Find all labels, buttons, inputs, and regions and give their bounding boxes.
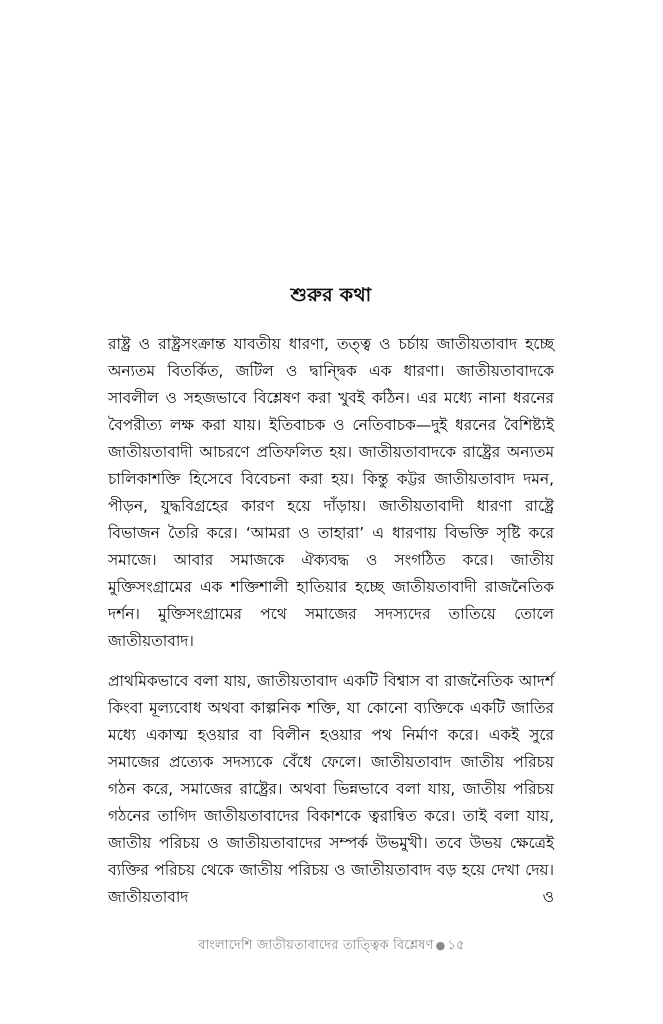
footer-page-number: ১৫	[447, 938, 465, 953]
page-footer	[0, 936, 663, 957]
paragraph-2: প্রাথমিকভাবে বলা যায়, জাতীয়তাবাদ একটি বিশ্বাস বা রাজনৈতিক আদর্শ কিংবা মূল্যবোধ অথবা কাল্পনিক শক্তি, যা কোনো ব্যক্তিকে একটি জাতির মধ্যে একাত্ম হওয়ার বা বিলীন হওয়ার পথ নির্মাণ করে। একই সুরে সমাজের প্রত্যেক সদস্যকে বেঁধে ফেলে। জাতীয়তাবাদ জাতীয় পরিচয় গঠন করে, সমাজের রাষ্ট্রের। অথবা ভিন্নভাবে বলা যায়, জাতীয় পরিচয় গঠনের তাগিদ জাতীয়তাবাদের বিকাশকে ত্বরান্বিত করে। তাই বলা যায়, জাতীয় পরিচয় ও জাতীয়তাবাদের সম্পর্ক উভমুখী। তবে উভয় ক্ষেত্রেই ব্যক্তির পরিচয় থেকে জাতীয় পরিচয় ও জাতীয়তাবাদ বড় হয়ে দেখা দেয়। জাতীয়তাবাদ ও	[108, 671, 554, 906]
chapter-heading: শুরুর কথা	[290, 284, 372, 306]
page-content	[108, 0, 554, 911]
body-text	[108, 331, 554, 911]
footer-separator-dot: ●	[435, 939, 446, 952]
footer-running-title: বাংলাদেশি জাতীয়তাবাদের তাত্ত্বিক বিশ্লেষণ	[198, 938, 434, 953]
paragraph-1: রাষ্ট্র ও রাষ্ট্রসংক্রান্ত যাবতীয় ধারণা, তত্ত্ব ও চর্চায় জাতীয়তাবাদ হচ্ছে অন্যতম বিতর্কিত, জটিল ও দ্বান্দ্বিক এক ধারণা। জাতীয়তাবাদকে সাবলীল ও সহজভাবে বিশ্লেষণ করা খুবই কঠিন। এর মধ্যে নানা ধরনের বৈপরীত্য লক্ষ করা যায়। ইতিবাচক ও নেতিবাচক—দুই ধরনের বৈশিষ্ট্যই জাতীয়তাবাদী আচরণে প্রতিফলিত হয়। জাতীয়তাবাদকে রাষ্ট্রের অন্যতম চালিকাশক্তি হিসেবে বিবেচনা করা হয়। কিন্তু কট্টর জাতীয়তাবাদ দমন, পীড়ন, যুদ্ধবিগ্রহের কারণ হয়ে দাঁড়ায়। জাতীয়তাবাদী ধারণা রাষ্ট্রে বিভাজন তৈরি করে। ‘আমরা ও তাহারা’ এ ধারণায় বিভক্তি সৃষ্টি করে সমাজে। আবার সমাজকে ঐক্যবদ্ধ ও সংগঠিত করে। জাতীয় মুক্তিসংগ্রামের এক শক্তিশালী হাতিয়ার হচ্ছে জাতীয়তাবাদী রাজনৈতিক দর্শন। মুক্তিসংগ্রামের পথে সমাজের সদস্যদের তাতিয়ে তোলে জাতীয়তাবাদ।	[108, 334, 554, 650]
